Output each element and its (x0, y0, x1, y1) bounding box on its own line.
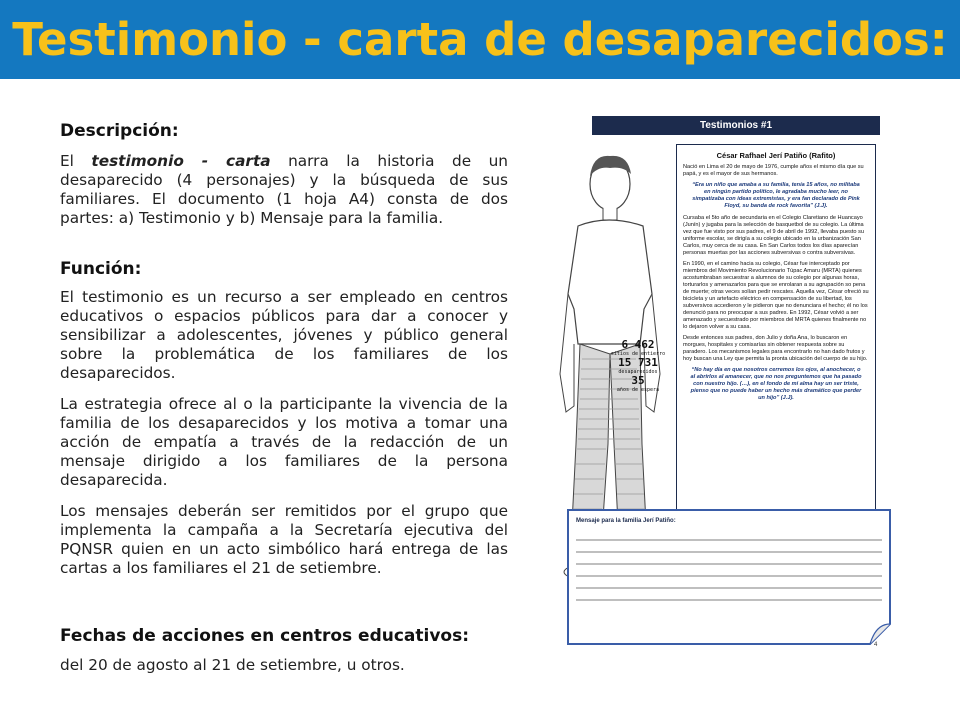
slide-title: Testimonio - carta de desaparecidos: (12, 13, 948, 66)
testimony-quote: “No hay día en que nosotros cerremos los ojos, al anochecer, o al abrirlos al amanecer, que no nos preguntemos que ha pasado con nuestro hijo. (…), en el fondo de mi alma hay un ser triste, pienso que no puede haber un hecho más dramático que perder un hijo” (J.J). (690, 367, 862, 401)
testimony-paragraph: En 1990, en el camino hacia su colegio, César fue interceptado por miembros del Movimiento Revolucionario Túpac Amaru (MRTA) quienes acostumbraban secuestrar a alumnos de su colegio por algunas horas, torturarlos y amenazarlos para que se enrolaran a su agrupación so pena de muerte; otras veces solían pedir rescates. Aquella vez, César ofreció su bicicleta y un artefacto eléctrico en compensación de su libertad, los subversivos accedieron y le pidieron que no denunciara el hecho; él no los denunció para no preocupar a sus padres. En 1992, César volvió a ser amenazado y secuestrado por miembros del MRTA quienes finalmente no lo dejaron volver a su casa. (683, 261, 869, 330)
stat-number: 6 462 (621, 338, 655, 351)
descripcion-text-before: El (60, 152, 92, 170)
message-card (564, 506, 894, 646)
descripcion-text-after: narra la historia de un desaparecido (4 personajes) y la búsqueda de sus familiares. El documento (1 hoja A4) consta de dos partes: a) Testimonio y b) Mensaje para la familia. (60, 152, 509, 227)
stat-number: 35 (631, 374, 645, 387)
stat-label: años de espera (616, 387, 660, 393)
document-preview (548, 104, 908, 664)
message-label: Mensaje para la familia Jerí Patiño: (576, 518, 676, 524)
descripcion-heading: Descripción: (60, 121, 179, 141)
testimony-name: César Rafhael Jerí Patiño (Rafito) (716, 151, 836, 160)
funcion-paragraph-1: El testimonio es un recurso a ser empleado en centros educativos o espacios públicos para dar a conocer y sensibilizar a adolescentes, jóvenes y público general sobre la problemática de los familiares de los desaparecidos. (60, 288, 508, 382)
funcion-paragraph-2: La estrategia ofrece al o la participante la vivencia de la familia de los desaparecidos y los motiva a tomar una acción de empatía a través de la redacción de un mensaje dirigido a los familiares de la persona desaparecida. (60, 395, 508, 489)
stat-label: sitios de entierro (610, 351, 666, 357)
testimony-quote: “Era un niño que amaba a su familia, tenía 15 años, no militaba en ningún partido político, le agradaba mucho leer, no simpatizaba con ideas extremistas, y era fan declarado de Pink Floyd, su banda de rock favorita” (J.J). (692, 182, 860, 209)
stat-label: desaparecidos (618, 369, 658, 375)
descripcion-paragraph (60, 152, 508, 228)
message-card-shape (564, 506, 894, 646)
testimony-paragraph: Nació en Lima el 20 de mayo de 1976, cumple años el mismo día que su papá, y es el mayor de sus hermanos. (683, 164, 864, 177)
testimony-paragraph: Cursaba el 5to año de secundaria en el Colegio Claretiano de Huancayo (Junín) y jugaba para la selección de basquetbol de su colegio. La última vez que fue visto por sus padres, el 9 de abril de 1992, llevaba puesto su uniforme escolar, se dirigía a su colegio ubicado en la urbanización San Carlos, muy cerca de su casa. En San Carlos todos los días aparecían personas muertas por las acciones subversivas o contra subversivas. (683, 215, 864, 256)
funcion-paragraph-3: Los mensajes deberán ser remitidos por el grupo que implementa la campaña a la Secretaría ejecutiva del PQNSR quien en un acto simbólico hará entrega de las cartas a los familiares el 21 de setiembre. (60, 502, 508, 577)
stats-block (608, 339, 668, 393)
title-bar (0, 0, 960, 79)
fechas-heading: Fechas de acciones en centros educativos: (60, 626, 470, 646)
testimony-paragraph: Desde entonces sus padres, don Julio y doña Ana, lo buscaron en morgues, hospitales y comisarías sin obtener respuesta sobre su paradero. Los mecanismos legales para encontrarlo no han dado frutos y hoy buscan una Ley que permita la pronta ubicación del cuerpo de su hijo. (683, 335, 868, 362)
descripcion-emphasis: testimonio - carta (91, 152, 271, 170)
funcion-heading: Función: (60, 259, 142, 279)
document-header: Testimonios #1 (592, 116, 880, 135)
fechas-text: del 20 de agosto al 21 de setiembre, u otros. (60, 656, 405, 674)
page-number: 4 (874, 642, 878, 648)
stat-number: 15 731 (618, 356, 658, 369)
